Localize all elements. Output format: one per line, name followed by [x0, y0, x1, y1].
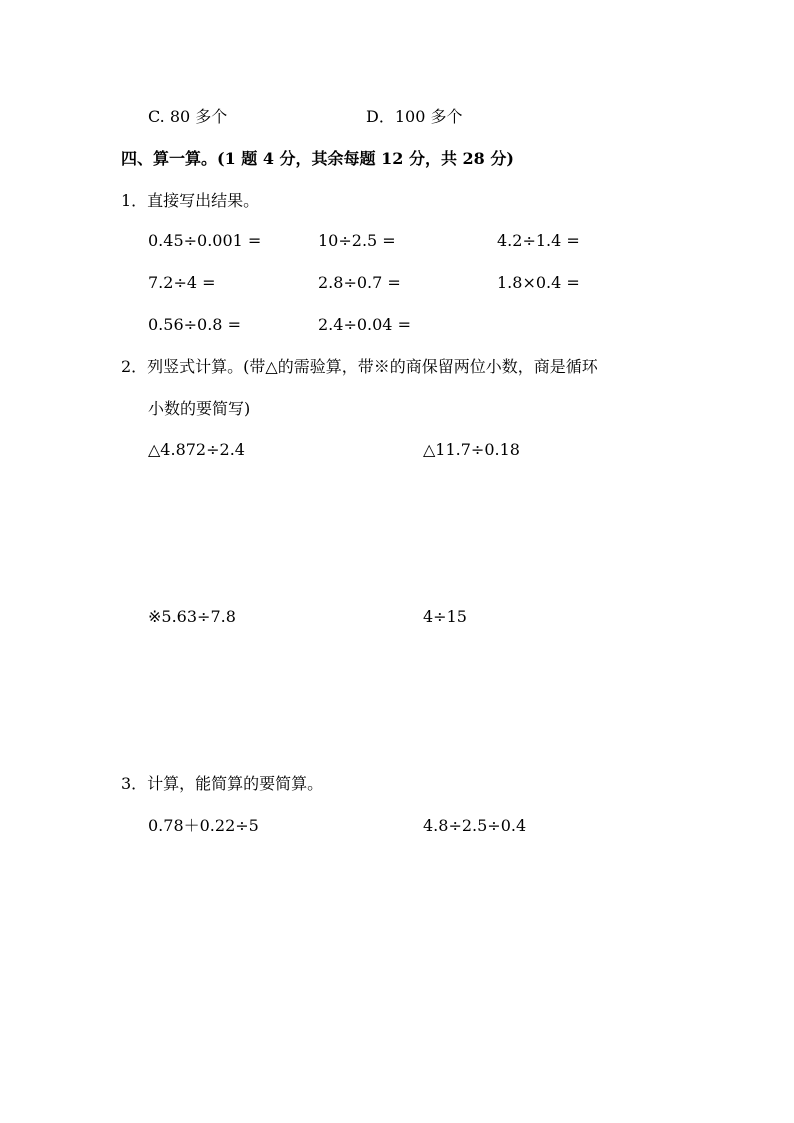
q1-item: 2.8÷0.7 =: [318, 273, 401, 292]
section-title: 四、算一算。(1 题 4 分，其余每题 12 分，共 28 分): [121, 149, 514, 168]
option-d: D．100 多个: [366, 107, 463, 126]
question-1-label: 1．直接写出结果。: [121, 191, 260, 210]
q2-item: 4÷15: [423, 607, 467, 626]
question-2-label: 2．列竖式计算。(带△的需验算，带※的商保留两位小数，商是循环: [121, 357, 598, 376]
option-c: C. 80 多个: [148, 107, 228, 126]
q3-item: 0.78＋0.22÷5: [148, 816, 259, 835]
q1-item: 2.4÷0.04 =: [318, 315, 411, 334]
q1-item: 0.56÷0.8 =: [148, 315, 241, 334]
q1-item: 10÷2.5 =: [318, 231, 396, 250]
q1-item: 7.2÷4 =: [148, 273, 216, 292]
question-3-label: 3．计算，能简算的要简算。: [121, 774, 324, 793]
q1-item: 0.45÷0.001 =: [148, 231, 262, 250]
q2-item: △4.872÷2.4: [148, 440, 245, 459]
q2-item: ※5.63÷7.8: [148, 607, 236, 626]
q1-item: 1.8×0.4 =: [497, 273, 580, 292]
q1-item: 4.2÷1.4 =: [497, 231, 580, 250]
q3-item: 4.8÷2.5÷0.4: [423, 816, 527, 835]
q2-item: △11.7÷0.18: [423, 440, 520, 459]
question-2-label-continued: 小数的要简写): [148, 399, 251, 418]
